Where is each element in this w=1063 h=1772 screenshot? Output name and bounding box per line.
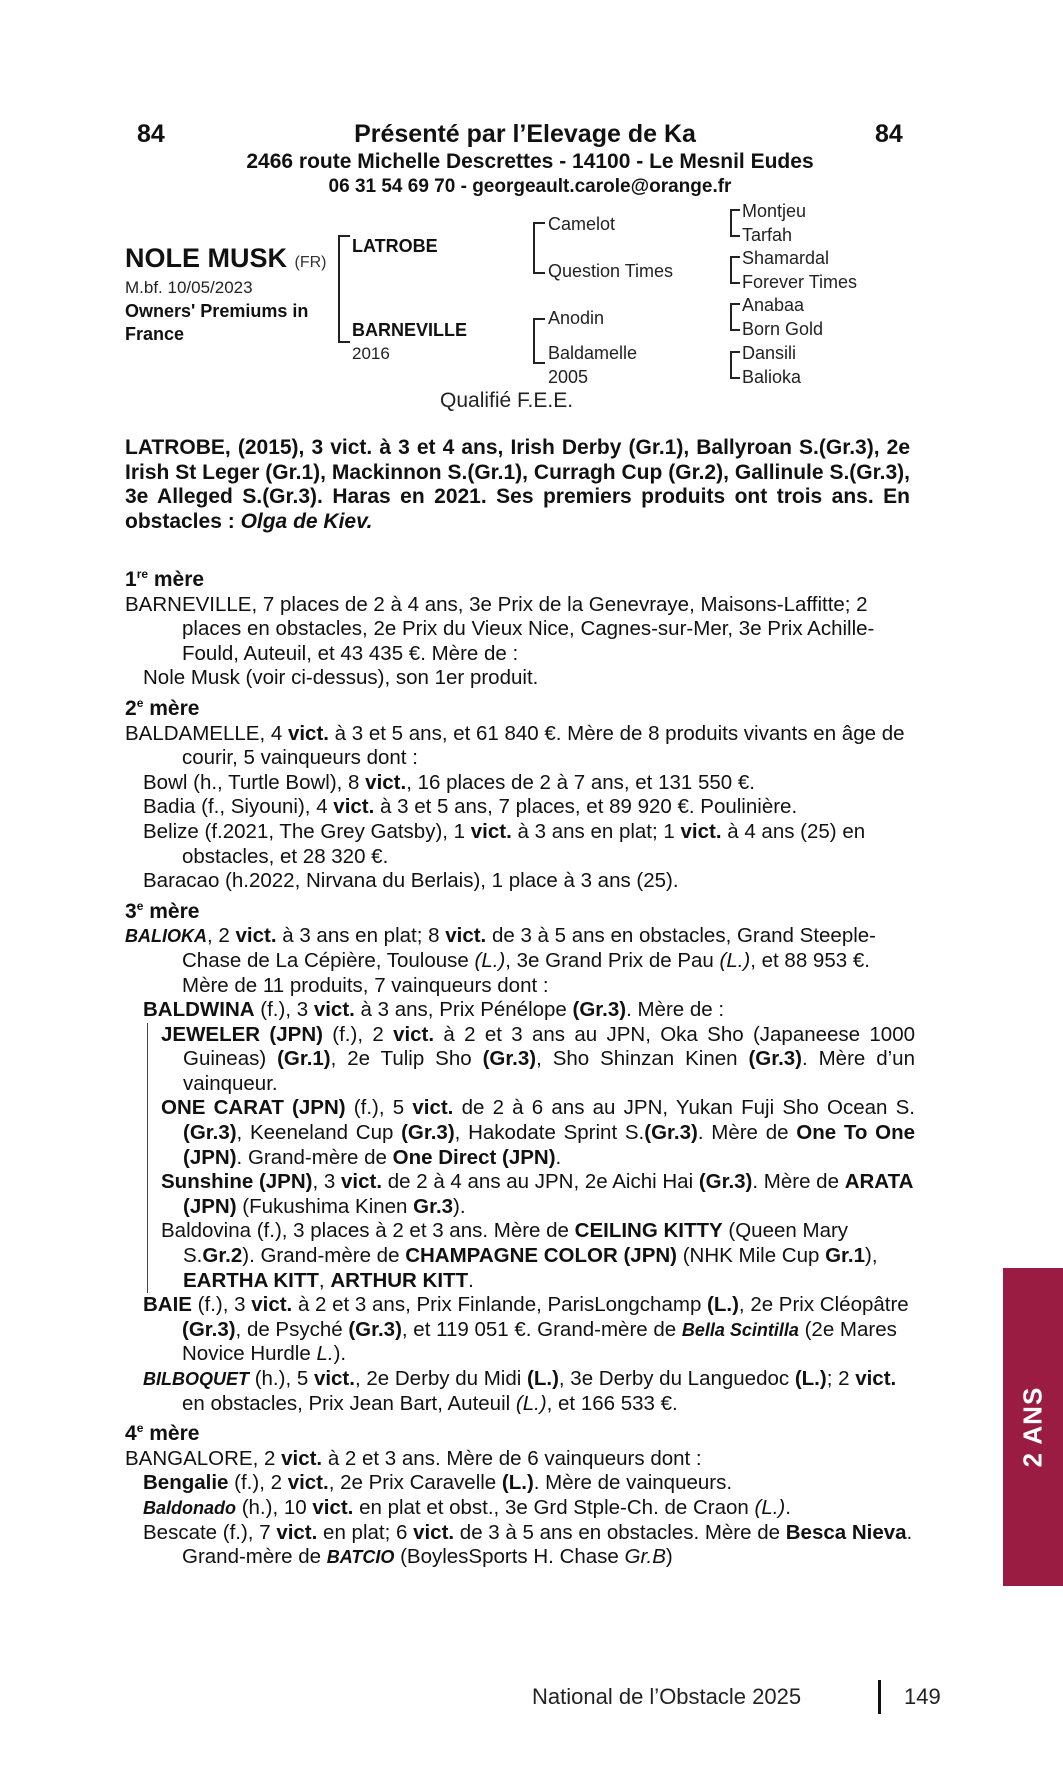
dam-dam: Baldamelle [548,343,638,363]
sdd: Forever Times [742,272,858,292]
bracket-gen2-sire [533,222,545,274]
jeweler-entry: JEWELER (JPN) (f.), 2 vict. à 2 et 3 ans au JPN, Oka Sho (Japaneese 1000 Guineas) (Gr.1), 2e Tulip Sho (Gr.3), Sho Shinzan Kinen (Gr.3). Mère d’un vainqueur. [161,1022,915,1095]
dam-dam-year: 2005 [548,367,589,387]
dsd: Born Gold [742,319,824,339]
ddd: Balioka [742,367,802,387]
heading-2e-mere: 2e mère [125,695,200,720]
baldwina-entry: BALDWINA (f.), 3 vict. à 3 ans, Prix Pénélope (Gr.3). Mère de : [143,998,725,1022]
bracket-gen1 [338,235,350,343]
footer-divider [878,1680,881,1714]
baldonado-entry: Baldonado (h.), 10 vict. en plat et obst., 3e Grd Stple-Ch. de Craon (L.). [143,1495,791,1519]
dds: Dansili [742,343,797,363]
sire-sire: Camelot [548,214,616,234]
sds: Shamardal [742,248,830,268]
bowl-entry: Bowl (h., Turtle Bowl), 8 vict., 16 places de 2 à 7 ans, et 131 550 €. [143,770,755,794]
one-carat-entry: ONE CARAT (JPN) (f.), 5 vict. de 2 à 6 ans au JPN, Yukan Fuji Sho Ocean S.(Gr.3), Keeneland Cup (Gr.3), Hakodate Sprint S.(Gr.3). Mère de One To One (JPN). Grand-mère de One Direct (JPN). [161,1096,915,1169]
bracket-gen3-1 [730,209,740,237]
qualified-note: Qualifié F.E.E. [440,389,574,412]
bilboquet-entry: BILBOQUET (h.), 5 vict., 2e Derby du Midi (L.), 3e Derby du Languedoc (L.); 2 vict. en obstacles, Prix Jean Bart, Auteuil (L.), et 166 533 €. [143,1367,897,1415]
bangalore-entry: BANGALORE, 2 vict. à 2 et 3 ans. Mère de 6 vainqueurs dont : [125,1446,702,1470]
family-section [125,562,915,1570]
dam-year: 2016 [352,344,390,363]
lot-number-left: 84 [137,120,165,148]
ssd: Tarfah [742,225,793,245]
baldamelle-entry: BALDAMELLE, 4 vict. à 3 et 5 ans, et 61 840 €. Mère de 8 produits vivants en âge de courir, 5 vainqueurs dont : [125,721,905,770]
barneville-entry: BARNEVILLE, 7 places de 2 à 4 ans, 3e Prix de la Genevraye, Maisons-Laffitte; 2 places en obstacles, 2e Prix du Vieux Nice, Cagnes-sur-Mer, 3e Prix Achille-Fould, Auteuil, et 43 435 €. Mère de : [125,592,875,665]
baldwina-progeny-group [147,1023,915,1294]
horse-country: (FR) [294,254,327,271]
balioka-entry: BALIOKA, 2 vict. à 3 ans en plat; 8 vict. de 3 à 5 ans en obstacles, Grand Steeple-Chase de La Cépière, Toulouse (L.), 3e Grand Prix de Pau (L.), et 88 953 €. Mère de 11 produits, 7 vainqueurs dont : [125,924,877,997]
premium-line2: France [125,324,185,344]
heading-3e-mere: 3e mère [125,898,200,923]
dam-name: BARNEVILLE [352,320,468,340]
sire-summary-text: LATROBE, (2015), 3 vict. à 3 et 4 ans, Irish Derby (Gr.1), Ballyroan S.(Gr.3), 2e Irish St Leger (Gr.1), Mackinnon S.(Gr.1), Curragh Cup (Gr.2), Gallinule S.(Gr.3), 3e Alleged S.(Gr.3). Haras en 2021. Ses premiers produits ont trois ans. En obstacles : [125,436,910,533]
lot-number-right: 84 [875,120,903,148]
sire-name: LATROBE [352,236,438,256]
horse-info: M.bf. 10/05/2023 [125,278,253,297]
heading-1re-mere: 1re mère [125,567,205,591]
contact: 06 31 54 69 70 - georgeault.carole@orange.fr [328,176,732,197]
dam-sire: Anodin [548,308,605,328]
address: 2466 route Michelle Descrettes - 14100 - Le Mesnil Eudes [246,150,814,173]
sunshine-entry: Sunshine (JPN), 3 vict. de 2 à 4 ans au JPN, 2e Aichi Hai (Gr.3). Mère de ARATA (JPN) (Fukushima Kinen Gr.3). [161,1170,913,1218]
baracao-entry: Baracao (h.2022, Nirvana du Berlais), 1 place à 3 ans (25). [143,869,679,893]
bescate-entry: Bescate (f.), 7 vict. en plat; 6 vict. de 3 à 5 ans en obstacles. Mère de Besca Nieva. Grand-mère de BATCIO (BoylesSports H. Chase Gr.B) [143,1520,913,1569]
page-title: Présenté par l’Elevage de Ka [354,120,696,148]
premium-line1: Owners' Premiums in [125,301,309,321]
footer-title: National de l’Obstacle 2025 [532,1684,802,1709]
bracket-gen2-dam [533,318,545,364]
horse-name-text: NOLE MUSK [125,243,287,273]
heading-4e-mere: 4e mère [125,1421,200,1446]
page-number: 149 [904,1684,941,1709]
bracket-gen3-2 [730,256,740,284]
age-side-tab-label: 2 ANS [1017,1386,1048,1468]
sire-summary [125,436,910,534]
sire-summary-italic: Olga de Kiev. [240,509,373,533]
baie-entry: BAIE (f.), 3 vict. à 2 et 3 ans, Prix Finlande, ParisLongchamp (L.), 2e Prix Cléopâtre (Gr.3), de Psyché (Gr.3), et 119 051 €. Grand-mère de Bella Scintilla (2e Mares Novice Hurdle L.). [143,1293,909,1366]
sss: Montjeu [742,201,807,221]
bracket-gen3-4 [730,351,740,379]
bracket-gen3-3 [730,303,740,331]
bengalie-entry: Bengalie (f.), 2 vict., 2e Prix Caravelle (L.). Mère de vainqueurs. [143,1471,733,1495]
sire-dam: Question Times [548,261,674,281]
belize-entry: Belize (f.2021, The Grey Gatsby), 1 vict. à 3 ans en plat; 1 vict. à 4 ans (25) en obstacles, et 28 320 €. [143,819,866,868]
badia-entry: Badia (f., Siyouni), 4 vict. à 3 et 5 ans, 7 places, et 89 920 €. Poulinière. [143,795,798,819]
horse-name [125,243,327,274]
baldovina-entry: Baldovina (f.), 3 places à 2 et 3 ans. Mère de CEILING KITTY (Queen Mary S.Gr.2). Grand-mère de CHAMPAGNE COLOR (JPN) (NHK Mile Cup Gr.1), EARTHA KITT, ARTHUR KITT. [161,1219,878,1292]
dss: Anabaa [742,295,805,315]
nole-musk-entry: Nole Musk (voir ci-dessus), son 1er produit. [143,666,539,690]
age-side-tab [1003,1268,1063,1586]
